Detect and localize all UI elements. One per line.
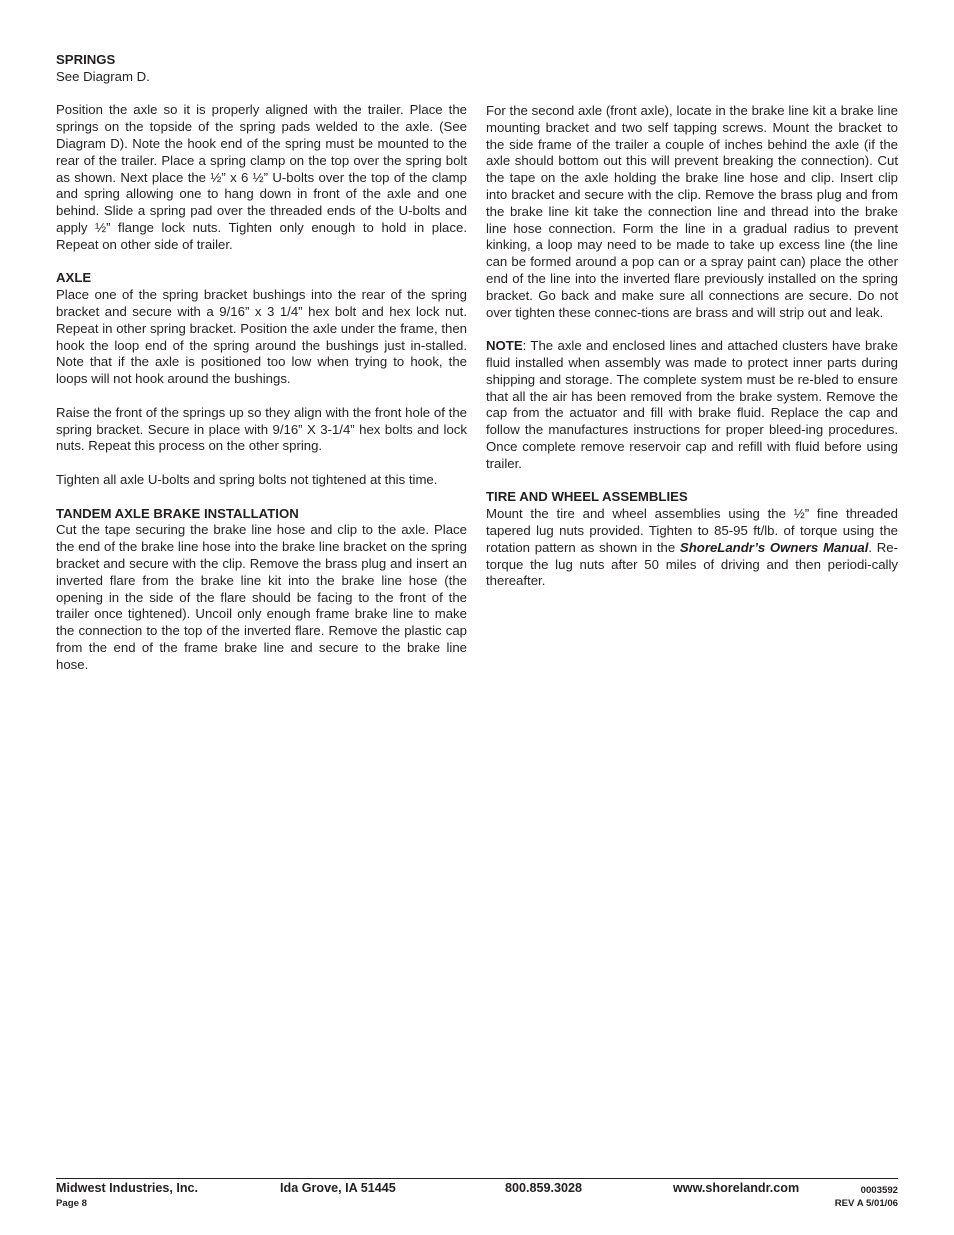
springs-reference: See Diagram D. (56, 68, 150, 84)
right-column (486, 103, 898, 607)
tandem-body: Cut the tape securing the brake line hose and clip to the axle. Place the end of the brake line hose into the brake line bracket on the spring bracket and secure with the clip. Remove the brass plug and insert an inverted flare from the brake line kit into the brake line hose (the opening in the side of the flare should be facing to the front of the trailer once tightened). Uncoil only enough frame brake line to make the connection to the top of the inverted flare. Remove the plastic cap from the end of the frame brake line and secure to the brake line hose. (56, 522, 467, 672)
footer-doc-number: 0003592 (860, 1185, 898, 1196)
footer-divider (56, 1178, 898, 1179)
owners-manual-title: ShoreLandr’s Owners Manual (679, 539, 869, 555)
tire-body-b: . Re-torque the lug nuts after 50 miles of driving and then periodi-cally thereafter. (486, 539, 899, 589)
second-axle-body: For the second axle (front axle), locate in the brake line kit a brake line mounting bracket and two self tapping screws. Mount the bracket to the side frame of the trailer a couple of inches behind the axle (if the axle should bottom out this will prevent breaking the connection). Cut the tape on the axle holding the brake line hose and clip. Insert clip into bracket and secure with the clip. Remove the brass plug and from the brake line kit take the connection line and thread into the brake line hose connection. Form the line in a gradual radius to prevent kinking, a loop may need to be made to take up excess line (the line can be formed around a pop can or a spray paint can) place the other end of the line into the inverted flare previously installed on the spring bracket. Go back and make sure all connections are secure. Do not over tighten these connec-tions are brass and will strip out and leak. (486, 103, 898, 320)
footer-city: Ida Grove, IA 51445 (280, 1181, 396, 1195)
footer-page-number: Page 8 (56, 1198, 87, 1209)
left-column (56, 52, 467, 690)
springs-heading: SPRINGS (56, 52, 116, 67)
axle-body-2: Raise the front of the springs up so they align with the front hole of the spring bracket. Secure in place with 9/16” X 3-1/4” hex bolts and lock nuts. Repeat this process on the other spring. (56, 404, 467, 454)
footer-revision: REV A 5/01/06 (834, 1198, 898, 1209)
tandem-heading: TANDEM AXLE BRAKE INSTALLATION (56, 505, 299, 521)
footer-company: Midwest Industries, Inc. (56, 1181, 199, 1195)
tire-body-a: Mount the tire and wheel assemblies using the ½” fine threaded tapered lug nuts provided. Tighten to 85-95 ft/lb. of torque using the rotation pattern as shown in the (486, 506, 898, 555)
note-label: NOTE (486, 338, 523, 354)
axle-body-1: Place one of the spring bracket bushings into the rear of the spring bracket and secure with a 9/16” x 3 1/4” hex bolt and hex lock nut. Repeat in other spring bracket. Position the axle under the frame, then hook the loop end of the spring around the bushings just in-stalled. Note that if the axle is positioned too low when trying to hook, the loops will not hook around the bushings. (56, 287, 467, 387)
springs-body: Position the axle so it is properly aligned with the trailer. Place the springs on the topside of the spring pads welded to the axle. (See Diagram D). Note the hook end of the spring must be mounted to the rear of the trailer. Place a spring clamp on the top over the spring bolt as shown. Next place the ½” x 6 ½” U-bolts over the top of the clamp and spring allowing one to hang down in front of the axle and one behind. Slide a spring pad over the threaded ends of the U-bolts and apply ½” flange lock nuts. Tighten only enough to hold in place. Repeat on other side of trailer. (56, 102, 467, 252)
footer-website: www.shorelandr.com (673, 1181, 800, 1195)
note-paragraph (486, 338, 898, 472)
note-body: : The axle and enclosed lines and attached clusters have brake fluid installed when assembly was made to protect inner parts during shipping and storage. The complete system must be re-bled to ensure that all the air has been removed from the brake system. Remove the cap from the actuator and fill with brake fluid. Replace the cap and follow the manufactures instructions for proper bleed-ing procedures. Once complete remove reservoir cap and refill with fluid before using trailer. (486, 338, 898, 471)
axle-body-3: Tighten all axle U-bolts and spring bolts not tightened at this time. (56, 471, 438, 487)
tire-heading: TIRE AND WHEEL ASSEMBLIES (486, 489, 688, 505)
footer-phone: 800.859.3028 (505, 1181, 583, 1195)
axle-heading: AXLE (56, 270, 92, 286)
tire-paragraph (486, 506, 898, 590)
